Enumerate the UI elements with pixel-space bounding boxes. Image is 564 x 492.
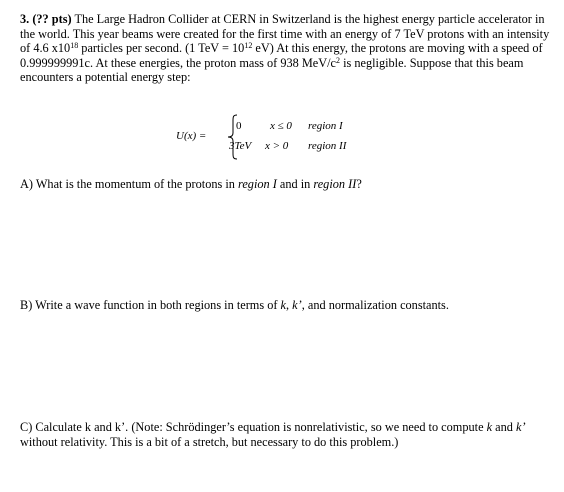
question-b (20, 298, 550, 313)
question-c (20, 420, 550, 449)
question-c-text-3: without relativity. This is a bit of a stretch, but necessary to do this problem.) (20, 434, 399, 449)
exponent-12: 12 (244, 41, 253, 51)
potential-step-equation (176, 114, 396, 160)
row2-region: region II (308, 140, 347, 152)
problem-text-1: The Large Hadron Collider at CERN in Switzerland is the highest energy particle accelerator in the world. This year beams were created for the first time with an energy of 7 TeV protons with an intensity of 4.6 x10 (20, 12, 550, 56)
question-c-kprime: k’ (515, 420, 526, 434)
question-a-prefix: A) What is the momentum of the protons in (20, 177, 239, 191)
question-b-sep: , (286, 298, 293, 312)
exponent-18: 18 (70, 41, 79, 51)
equation-lhs: U(x) = (176, 130, 207, 142)
problem-number: 3. (20, 12, 30, 26)
question-b-suffix: , and normalization constants. (301, 298, 449, 312)
question-b-k: k (280, 298, 286, 312)
row2-condition: x > 0 (265, 140, 289, 152)
problem-points: (?? pts) (32, 12, 72, 26)
row1-region: region I (308, 120, 343, 132)
row1-value: 0 (236, 120, 242, 132)
problem-text-2: particles per second. (1 TeV = 10 (78, 41, 245, 56)
question-c-k: k (486, 420, 493, 434)
row1-condition: x ≤ 0 (270, 120, 292, 132)
question-b-prefix: B) Write a wave function in both regions in terms of (20, 298, 281, 312)
question-a-region2: region II (313, 177, 357, 191)
question-c-text-2: and (492, 420, 516, 434)
row2-value: 3TeV (229, 140, 252, 152)
question-a-middle: and in (276, 177, 314, 191)
question-c-text-1: C) Calculate k and k’. (Note: Schrödinger’s equation is nonrelativistic, so we need to compute (20, 420, 487, 434)
question-a (20, 177, 550, 192)
question-a-region1: region I (238, 177, 277, 191)
problem-text-4: is negligible. Suppose that this beam encounters a potential energy step: (20, 55, 524, 85)
exponent-2: 2 (336, 55, 341, 65)
problem-statement (20, 12, 550, 85)
question-a-suffix: ? (356, 177, 362, 191)
problem-text-3: eV) At this energy, the protons are moving with a speed of 0.999999991c. At these energies, the proton mass of 938 MeV/c (20, 41, 543, 70)
question-b-kprime: k’ (292, 298, 302, 312)
